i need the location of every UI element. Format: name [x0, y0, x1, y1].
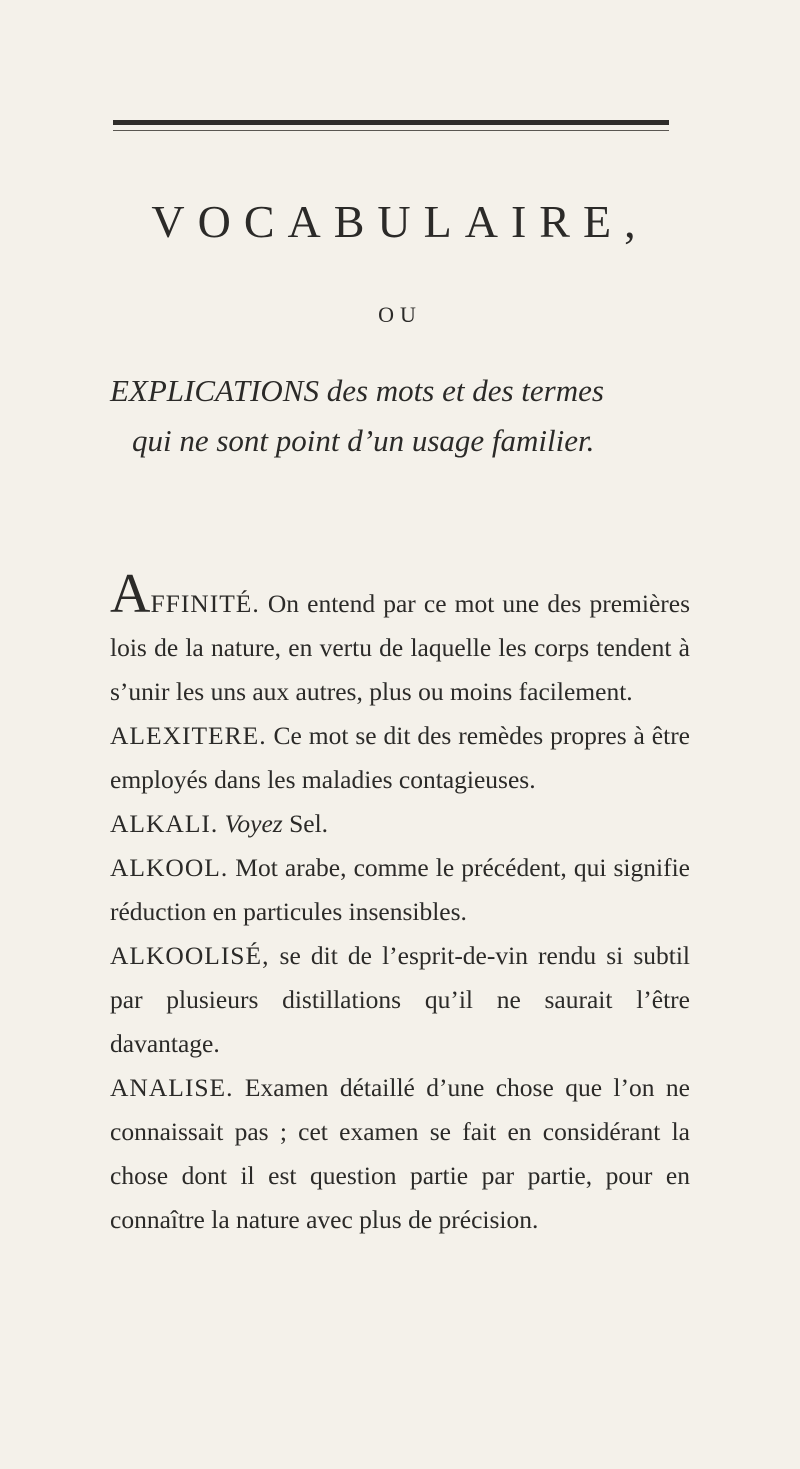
heading-line-1: EXPLICATIONS des mots et des termes	[110, 373, 604, 408]
entry-text: Sel.	[282, 809, 329, 838]
entry-alkoolise	[110, 934, 690, 1066]
entry-headword: ALEXITERE.	[110, 721, 267, 750]
entry-alkali	[110, 802, 690, 846]
entry-alkool	[110, 846, 690, 934]
entry-headword: ALKOOLISÉ,	[110, 941, 270, 970]
top-rule-thin	[113, 130, 669, 131]
entry-text: Examen détaillé d’une chose que l’on ne connaissait pas ; cet examen se fait en considérant la chose dont il est question partie par partie, pour en connaître la nature avec plus de précision.	[110, 1073, 690, 1234]
page-title: VOCABULAIRE,	[151, 196, 649, 247]
entry-affinite	[110, 563, 690, 714]
entry-headword: ALKALI.	[110, 809, 219, 838]
top-rule-thick	[113, 120, 669, 125]
entry-headword: FFINITÉ.	[150, 589, 260, 618]
section-heading	[110, 366, 700, 466]
page-subtitle: OU	[378, 302, 422, 327]
heading-line-2: qui ne sont point d’un usage familier.	[132, 423, 595, 458]
entry-see-also: Voyez	[218, 809, 283, 838]
entry-text: Mot arabe, comme le précédent, qui signifie réduction en particules insensibles.	[110, 853, 690, 926]
entry-text: se dit de l’esprit-de-vin rendu si subtil par plusieurs distillations qu’il ne saurait l’être davantage.	[110, 941, 690, 1058]
entry-alexitere	[110, 714, 690, 802]
entry-text: Ce mot se dit des remèdes propres à être employés dans les maladies contagieuses.	[110, 721, 690, 794]
entry-headword: ALKOOL.	[110, 853, 229, 882]
entry-headword: ANALISE.	[110, 1073, 234, 1102]
glossary-entries	[110, 563, 690, 1242]
entry-analise	[110, 1066, 690, 1242]
entry-text: On entend par ce mot une des premières lois de la nature, en vertu de laquelle les corps tendent à s’unir les uns aux autres, plus ou moins facilement.	[110, 589, 690, 706]
drop-initial: A	[110, 563, 151, 625]
